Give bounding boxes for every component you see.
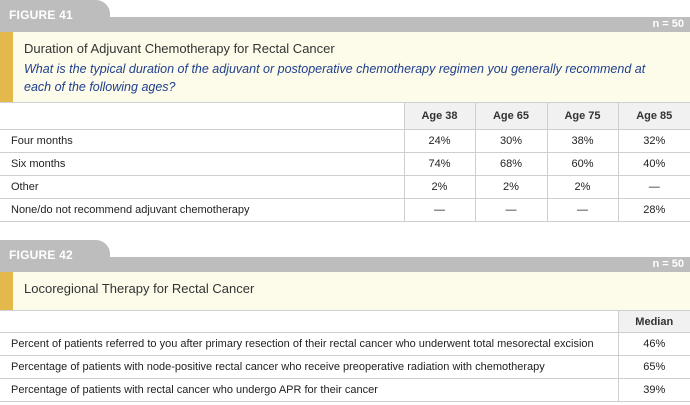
cell-value: — (475, 199, 547, 222)
row-label: Percentage of patients with node-positive rectal cancer who receive preoperative radiation with chemotherapy (0, 356, 618, 379)
cell-value: 2% (547, 176, 618, 199)
row-label: Four months (0, 130, 404, 153)
cell-value: — (618, 176, 690, 199)
accent-bar (0, 272, 13, 310)
figure-42-label: FIGURE 42 (0, 240, 110, 272)
cell-value: 40% (618, 153, 690, 176)
cell-value: 30% (475, 130, 547, 153)
blank-header-cell (0, 311, 618, 333)
accent-bar (0, 32, 13, 102)
cell-value: — (404, 199, 475, 222)
blank-header-cell (0, 103, 404, 130)
table-header-row (0, 311, 690, 333)
figure-41-title: Duration of Adjuvant Chemotherapy for Rectal Cancer (24, 41, 335, 56)
table-header-row (0, 103, 690, 130)
table-row (0, 153, 690, 176)
table-row (0, 356, 690, 379)
cell-value: 24% (404, 130, 475, 153)
figure-42 (0, 240, 690, 405)
figure-42-title: Locoregional Therapy for Rectal Cancer (24, 281, 255, 296)
column-header-median: Median (618, 311, 690, 333)
table-row (0, 333, 690, 356)
table-row (0, 199, 690, 222)
column-header-age-75: Age 75 (547, 103, 618, 130)
figure-41-question: What is the typical duration of the adjuvant or postoperative chemotherapy regimen you generally recommend at each of the following ages? (24, 62, 646, 94)
column-header-age-65: Age 65 (475, 103, 547, 130)
cell-value: 32% (618, 130, 690, 153)
cell-value: 46% (618, 333, 690, 356)
column-header-age-38: Age 38 (404, 103, 475, 130)
row-label: Percentage of patients with rectal cancer who undergo APR for their cancer (0, 379, 618, 402)
figure-41-label: FIGURE 41 (0, 0, 110, 32)
row-label: Six months (0, 153, 404, 176)
figure-42-bar (0, 240, 690, 272)
figure-42-sample-size: n = 50 (652, 258, 684, 270)
figure-42-header (0, 272, 690, 311)
cell-value: 39% (618, 379, 690, 402)
cell-value: 2% (475, 176, 547, 199)
cell-value: 74% (404, 153, 475, 176)
cell-value: 65% (618, 356, 690, 379)
figure-41-header (0, 32, 690, 103)
table-row (0, 176, 690, 199)
row-label: Percent of patients referred to you after primary resection of their rectal cancer who underwent total mesorectal excision (0, 333, 618, 356)
figure-41-table (0, 102, 690, 222)
row-label: None/do not recommend adjuvant chemotherapy (0, 199, 404, 222)
cell-value: 60% (547, 153, 618, 176)
cell-value: 2% (404, 176, 475, 199)
row-label: Other (0, 176, 404, 199)
figure-41-sample-size: n = 50 (652, 18, 684, 30)
cell-value: — (547, 199, 618, 222)
cell-value: 38% (547, 130, 618, 153)
cell-value: 28% (618, 199, 690, 222)
table-row (0, 130, 690, 153)
figure-41-bar (0, 0, 690, 32)
cell-value: 68% (475, 153, 547, 176)
column-header-age-85: Age 85 (618, 103, 690, 130)
figure-42-table (0, 310, 690, 402)
table-row (0, 379, 690, 402)
